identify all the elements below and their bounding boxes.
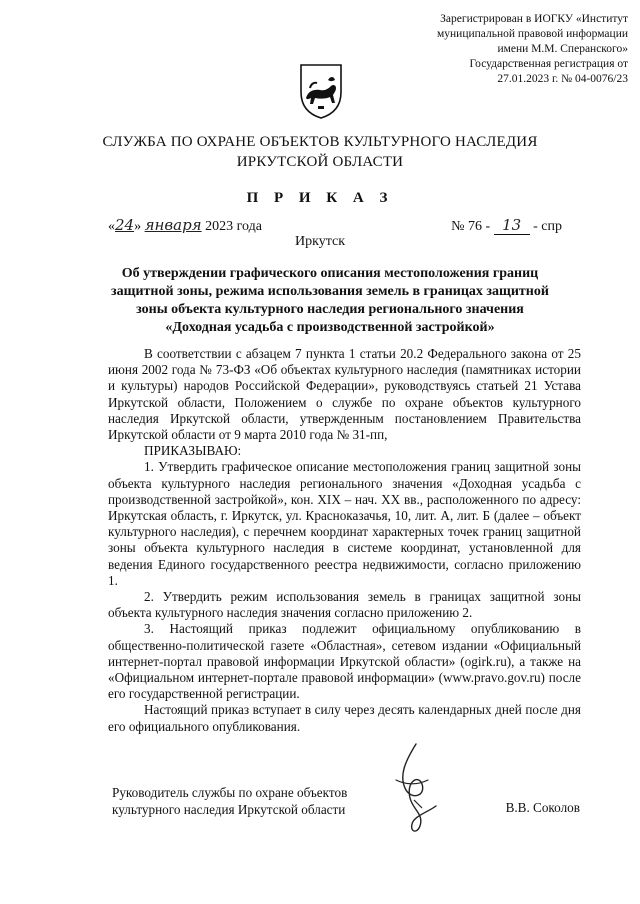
document-body [108,346,581,735]
registration-note [398,12,628,87]
date-month: января [144,216,202,234]
agency-name-line: СЛУЖБА ПО ОХРАНЕ ОБЪЕКТОВ КУЛЬТУРНОГО НАСЛЕДИЯ [102,134,538,150]
document-date [108,216,262,235]
title-line: «Доходная усадьба с производственной застройкой» [165,320,495,335]
number-suffix: - спр [533,219,562,234]
preamble-paragraph: В соответствии с абзацем 7 пункта 1 статьи 20.2 Федерального закона от 25 июня 2002 года № 73-ФЗ «Об объектах культурного наследия (памятниках истории и культуры) народов Российской Федерации», руководствуясь статьей 21 Устава Иркутской области, Положением о службе по охране объектов культурного наследия Иркутской области, утвержденным постановлением Правительства Иркутской области от 9 марта 2010 года № 31-пп, [108,346,581,443]
signatory-position [112,784,347,818]
agency-name [0,132,640,172]
handwritten-signature-icon [376,740,456,840]
order-item-2: 2. Утвердить режим использования земель в границах защитной зоны объекта культурного наследия значения согласно приложению 2. [108,589,581,621]
registration-line: муниципальной правовой информации [436,28,628,40]
order-item-4: Настоящий приказ вступает в силу через десять календарных дней после дня его официального опубликования. [108,702,581,734]
order-item-1: 1. Утвердить графическое описание местоположения границ защитной зоны объекта культурного наследия регионального значения «Доходная усадьба с производственной застройкой», кон. XIX – нач. XX вв., расположенного по адресу: Иркутская область, г. Иркутск, ул. Красноказачья, 10, лит. А, лит. Б (далее – объект культурного наследия), с перечнем координат характерных точек границ защитной зоны объекта культурного наследия в системе координат, установленной для ведения Единого государственного реестра недвижимости, согласно приложению 1. [108,459,581,588]
signatory-name: В.В. Соколов [505,800,580,815]
registration-line: 27.01.2023 г. № 04-0076/23 [497,73,628,85]
signatory-position-line: культурного наследия Иркутской области [112,802,346,817]
registration-line: имени М.М. Сперанского» [497,43,628,55]
document-title [110,265,550,337]
signatory-position-line: Руководитель службы по охране объектов [112,785,348,800]
coat-of-arms-icon [298,62,344,120]
number-value: 13 [494,216,530,235]
order-word: ПРИКАЗЫВАЮ: [144,443,242,459]
number-prefix: № 76 - [451,219,491,234]
order-item-3: 3. Настоящий приказ подлежит официальному опубликованию в общественно-политической газете «Областная», сетевом издании «Официальный интернет-портал правовой информации Иркутской области» (ogirk.ru), а также на «Официальном интернет-портале правовой информации» (www.pravo.gov.ru) после его государственной регистрации. [108,621,581,702]
date-year: 2023 года [205,219,262,234]
title-line: защитной зоны, режима использования земель в границах защитной [111,284,549,299]
date-day: 24 [115,216,135,234]
document-number [451,216,562,235]
registration-line: Зарегистрирован в ИОГКУ «Институт [440,13,628,25]
title-line: Об утверждении графического описания местоположения границ [121,266,539,281]
document-type: П Р И К А З [246,190,394,206]
date-open-quote: « [108,219,115,234]
date-close-quote: » [134,219,142,234]
registration-line: Государственная регистрация от [469,58,628,70]
agency-name-line: ИРКУТСКОЙ ОБЛАСТИ [236,154,404,170]
document-city: Иркутск [294,234,346,249]
title-line: зоны объекта культурного наследия регионального значения [136,302,524,317]
